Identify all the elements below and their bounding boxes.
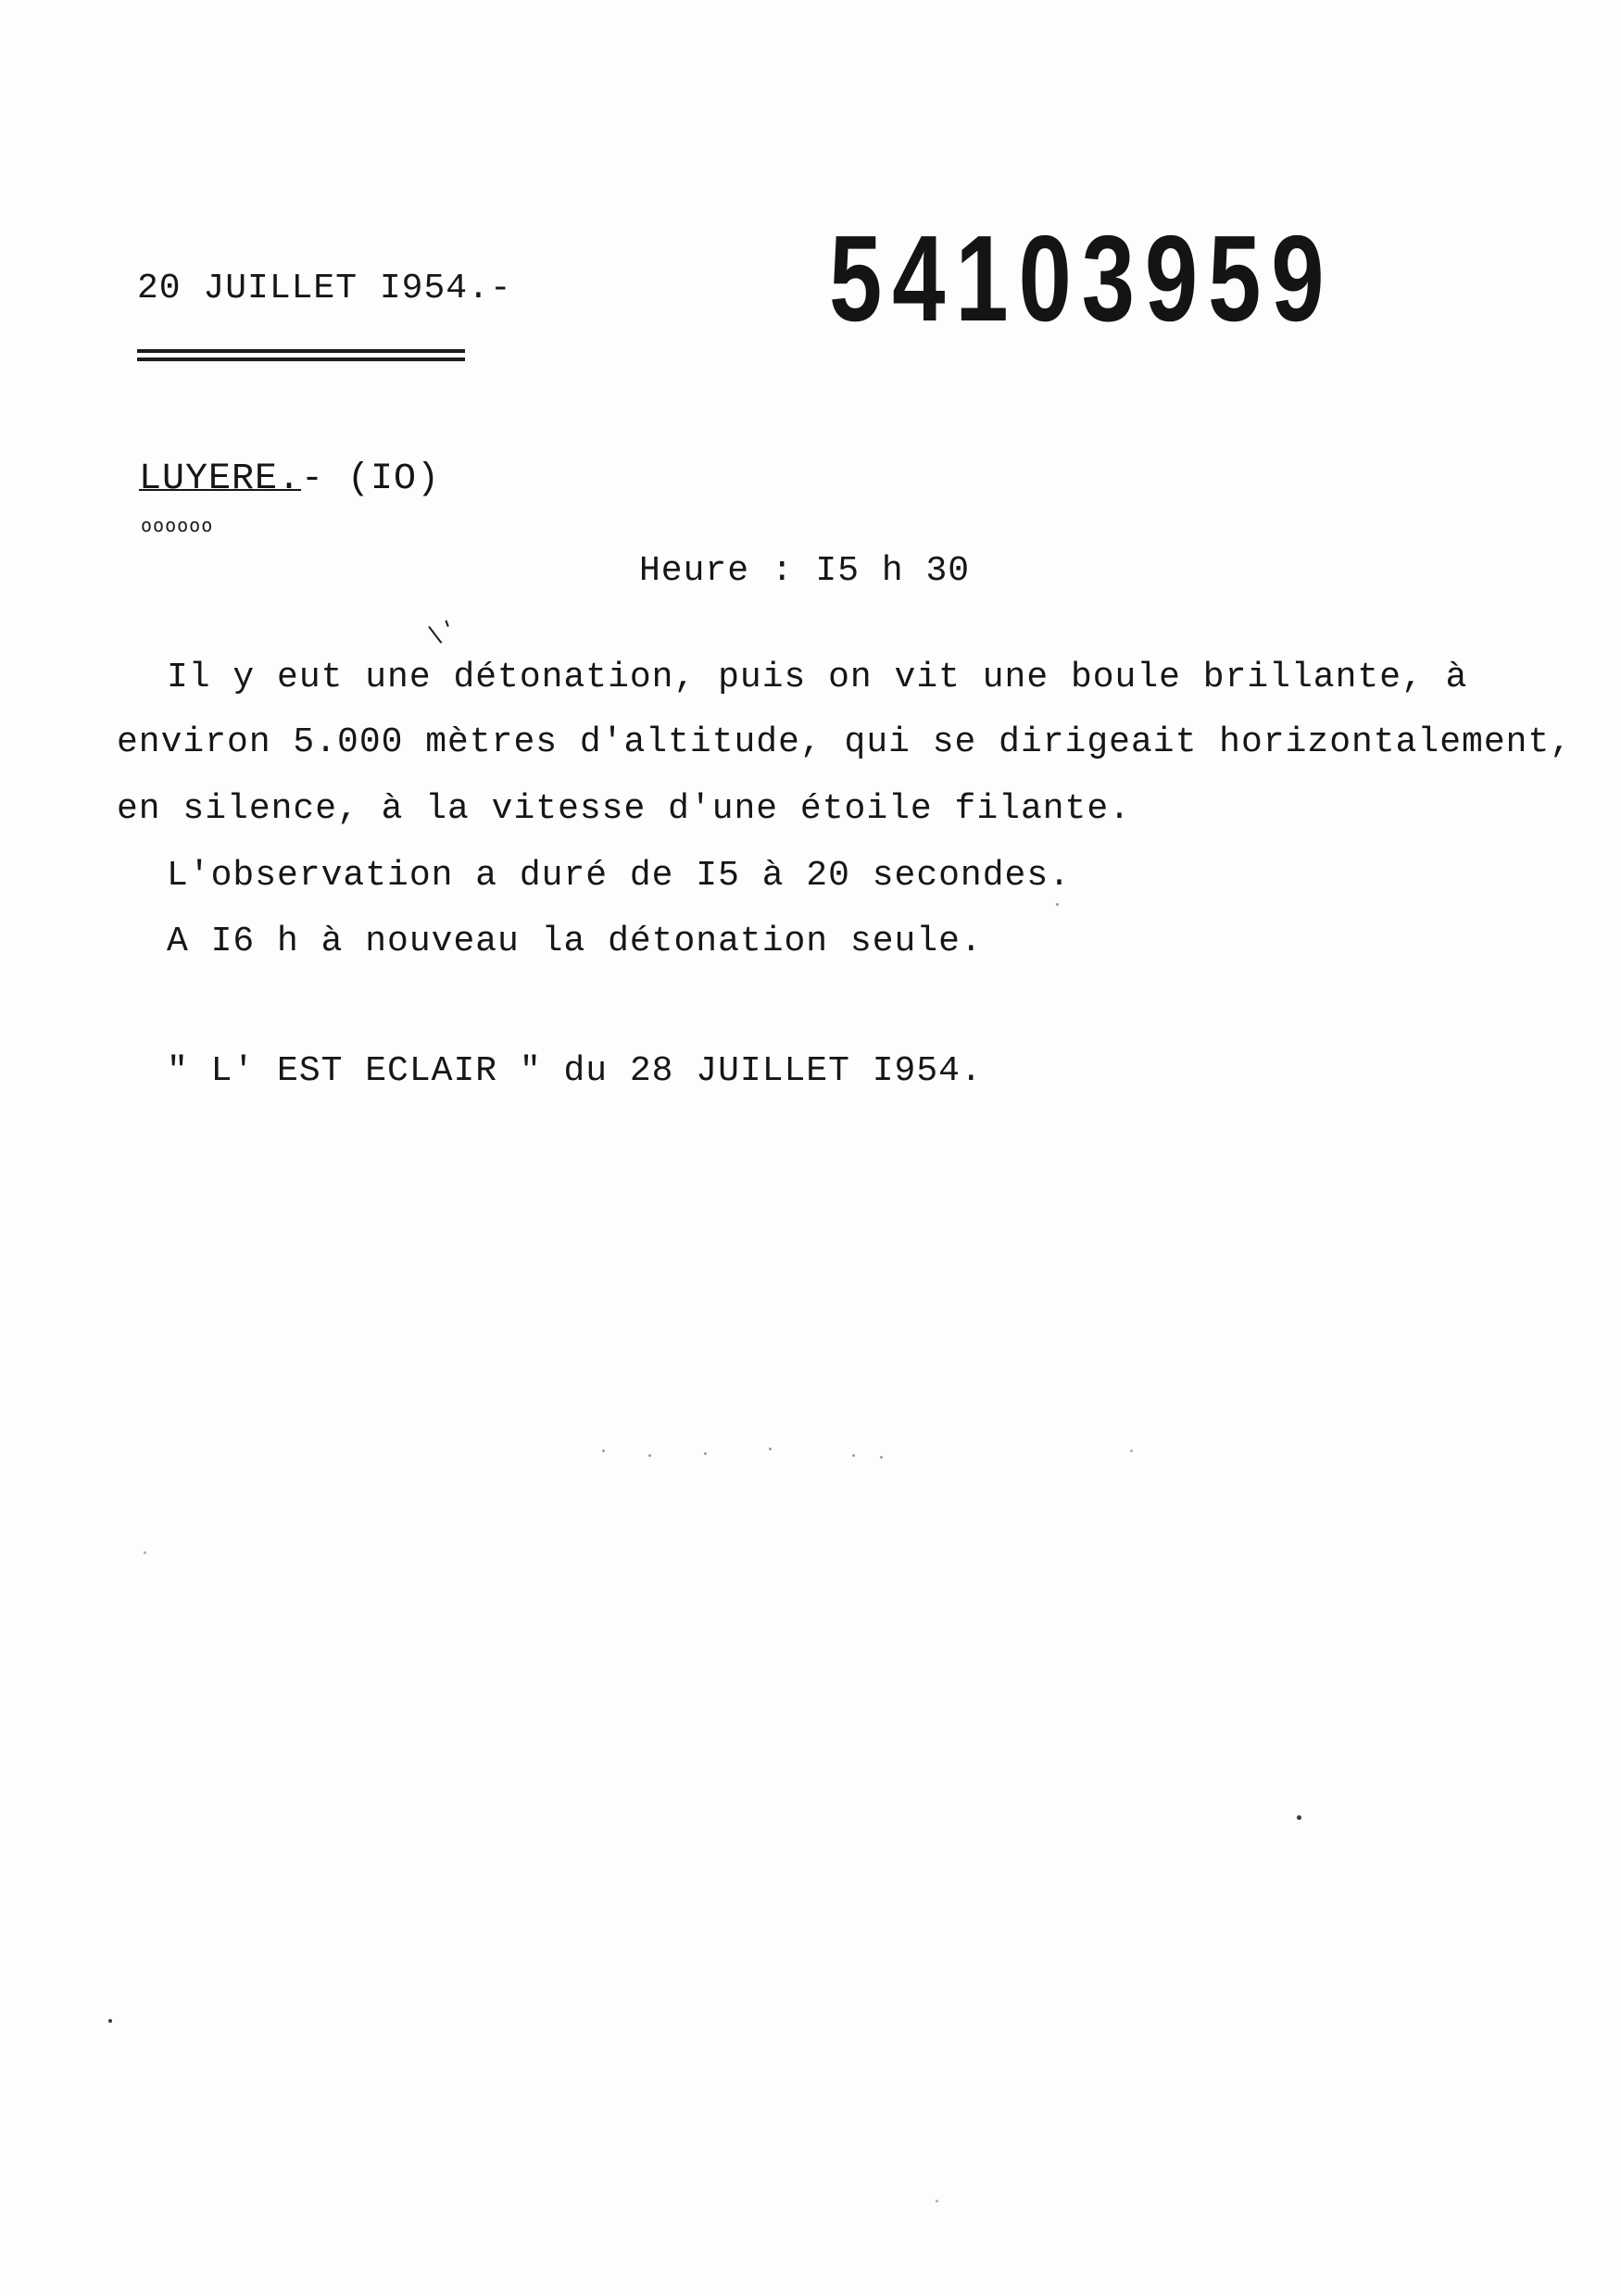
scan-speck xyxy=(1297,1815,1301,1820)
scan-speck xyxy=(108,2019,112,2023)
scan-speck xyxy=(144,1551,146,1554)
document-number-stamp: 54103959 xyxy=(829,210,1335,346)
report-date: 20 JUILLET I954.- xyxy=(137,269,512,308)
body-line-1: Il y eut une détonation, puis on vit une boule brillante, à xyxy=(167,658,1468,697)
body-line-5: A I6 h à nouveau la détonation seule. xyxy=(167,922,983,961)
scan-speck xyxy=(936,2200,938,2202)
underline-bar-top xyxy=(137,349,465,353)
location-heading xyxy=(139,458,440,500)
scan-speck xyxy=(769,1448,772,1450)
scan-speck xyxy=(880,1456,883,1459)
scan-speck xyxy=(602,1449,605,1452)
date-double-underline xyxy=(137,349,465,362)
scan-speck xyxy=(704,1452,707,1455)
scan-speck xyxy=(852,1454,855,1457)
scan-speck xyxy=(648,1454,651,1457)
location-place: LUYERE. xyxy=(139,458,302,500)
body-line-4: L'observation a duré de I5 à 20 secondes. xyxy=(167,856,1071,896)
underline-bar-bottom xyxy=(137,358,465,361)
location-suffix: - (IO) xyxy=(301,458,441,500)
location-ornament: oooooo xyxy=(141,514,214,536)
observation-time: Heure : I5 h 30 xyxy=(639,551,971,591)
scan-speck xyxy=(1130,1449,1133,1452)
handwritten-mark: \ ' xyxy=(426,615,458,650)
body-line-3: en silence, à la vitesse d'une étoile filante. xyxy=(117,789,1131,829)
body-line-2: environ 5.000 mètres d'altitude, qui se dirigeait horizontalement, xyxy=(117,722,1573,762)
source-citation: " L' EST ECLAIR " du 28 JUILLET I954. xyxy=(167,1051,983,1091)
scan-speck xyxy=(1056,903,1059,906)
